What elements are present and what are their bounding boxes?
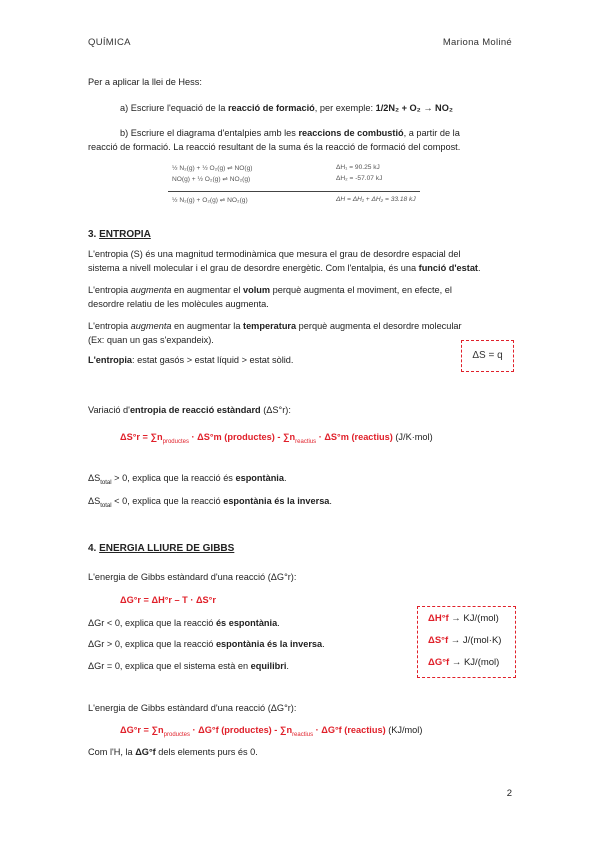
section-title-entropia: 3. ENTROPIA	[88, 229, 151, 240]
entropia-temp-line2: (Ex: quan un gas s'expandeix).	[88, 335, 214, 345]
header-left: QUÍMICA	[88, 37, 131, 48]
entropia-volum-line1: L'entropia augmenta en augmentar el volum perquè augmenta el moviment, en efecte, el	[88, 285, 452, 295]
entropy-definition-box	[461, 340, 514, 372]
units-h: ΔH°f → KJ/(mol)	[428, 613, 499, 624]
units-s: ΔS°f → J/(mol·K)	[428, 635, 502, 646]
gibbs-formula: $\Delta G^\circ r = \sum n_{productes} \cdot \Delta G^\circ f$ (productes) - $\sum n_{reactius} \cdot \Delta G^\circ f$ (reactius) (KJ/mol)	[120, 725, 423, 738]
entropy-formula: $\Delta S^\circ r = \sum n_{productes} \cdot \Delta S^\circ m$ (productes) - $\sum n_{reactius} \cdot \Delta S^\circ m$ (reactius) (J/K·mol)	[120, 432, 433, 445]
hess-step-a: a) Escriure l'equació de la reacció de formació, per exemple: 1/2N₂ + O₂ → NO₂	[120, 103, 453, 113]
gibbs-zero: ΔGr = 0, explica que el sistema està en equilibri.	[88, 661, 289, 671]
entropia-def-line2: sistema a nivell molecular i el grau de desordre energètic. Com l'entalpia, és una funció d'estat.	[88, 263, 481, 273]
entropia-def-line1: L'entropia (S) és una magnitud termodinàmica que mesura el grau de desordre espacial del	[88, 249, 461, 259]
gibbs-negative: ΔGr < 0, explica que la reacció és espontània.	[88, 618, 280, 628]
entropy-total-negative: $\Delta S_{total} < 0$, explica que la reacció espontània és la inversa.	[88, 496, 332, 509]
units-g: ΔG°f → KJ/(mol)	[428, 657, 500, 668]
units-box	[417, 606, 516, 678]
entropy-box-text: ΔS = q	[472, 350, 503, 361]
hess-step-b-line2: reacció de formació. La reacció resultant de la suma és la reacció de formació del compost.	[88, 142, 461, 152]
entropia-states: L'entropia: estat gasós > estat líquid > estat sòlid.	[88, 355, 294, 365]
entropy-total-positive: $\Delta S_{total} > 0$, explica que la reacció és espontània.	[88, 473, 287, 486]
entropy-variation-heading: Variació d'entropia de reacció estàndard (ΔS°r):	[88, 405, 291, 415]
gibbs-definition-2: L'energia de Gibbs estàndard d'una reacció (ΔG°r):	[88, 703, 297, 713]
hess-step-b: b) Escriure el diagrama d'entalpies amb les reaccions de combustió, a partir de la	[120, 128, 460, 138]
gibbs-positive: ΔGr > 0, explica que la reacció espontània és la inversa.	[88, 639, 325, 649]
gibbs-equation: ΔG°r = ΔH°r – T · ΔS°r	[120, 595, 216, 605]
gibbs-pure-elements: Com l'H, la ΔG°f dels elements purs és 0.	[88, 747, 258, 757]
entropia-volum-line2: desordre relatiu de les molècules augmenta.	[88, 299, 269, 309]
section-title-gibbs: 4. ENERGIA LLIURE DE GIBBS	[88, 543, 235, 554]
entropia-temp-line1: L'entropia augmenta en augmentar la temperatura perquè augmenta el desordre molecular	[88, 321, 462, 331]
header-right: Mariona Moliné	[442, 37, 512, 48]
gibbs-definition: L'energia de Gibbs estàndard d'una reacció (ΔG°r):	[88, 572, 297, 582]
page-number: 2	[506, 788, 512, 799]
enthalpy-table: ½ N₂(g) + ½ O₂(g) ⇌ NO(g) ΔH₁ = 90.25 kJ NO(g) + ½ O₂(g) ⇌ NO₂(g) ΔH₂ = -57.07 kJ ½ N₂(g) + O₂(g) ⇌ NO₂(g) ΔH = ΔH₁ + ΔH₂ = 33.18 kJ	[168, 164, 420, 207]
hess-intro: Per a aplicar la llei de Hess:	[88, 77, 202, 87]
